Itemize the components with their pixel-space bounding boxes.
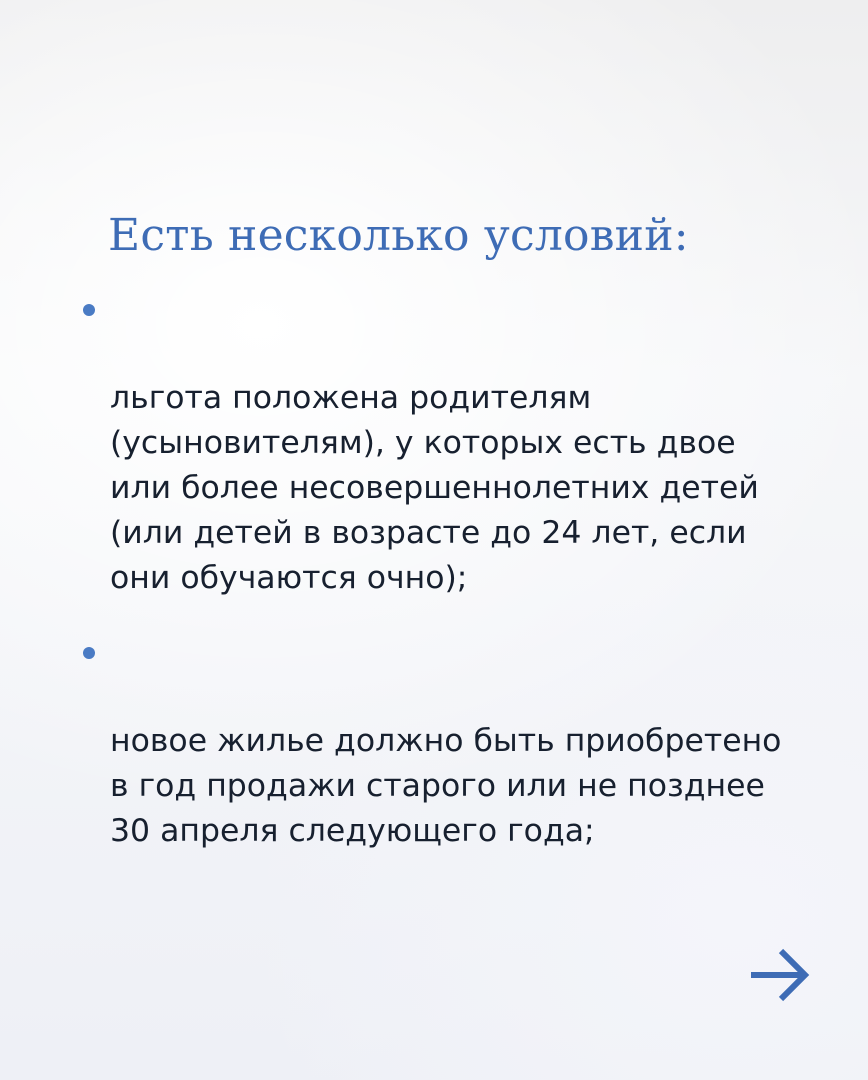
list-item [80,286,840,601]
bullet-icon [83,647,95,659]
bullet-icon [83,304,95,316]
next-slide-button[interactable] [742,940,818,1010]
arrow-right-icon [745,943,815,1007]
slide-title: Есть несколько условий: [108,210,689,261]
conditions-list [80,286,840,882]
list-item-text: льгота положена родителям (усыновителям), у которых есть двое или более несовершеннолетних детей (или детей в возрасте до 24 лет, если они обучаются очно); [110,380,759,596]
list-item [80,629,840,854]
list-item-text: новое жилье должно быть приобретено в год продажи старого или не позднее 30 апреля следующего года; [110,723,782,849]
